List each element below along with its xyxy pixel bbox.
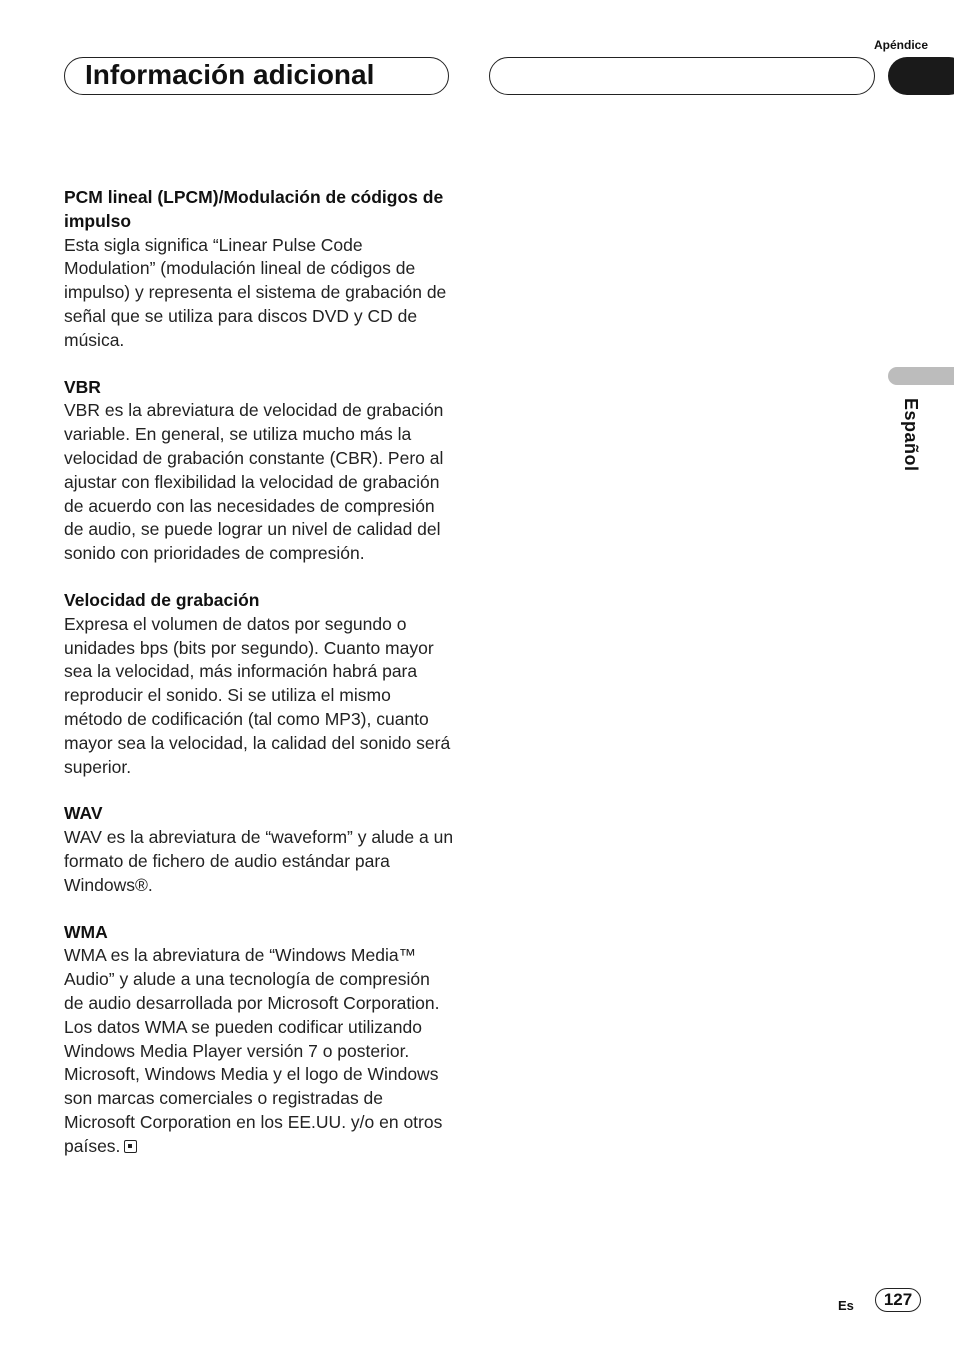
page-number: 127 bbox=[875, 1288, 921, 1312]
entry-title: Velocidad de grabación bbox=[64, 589, 260, 610]
glossary-entry-wma bbox=[64, 921, 454, 1159]
entry-body: WMA es la abreviatura de “Windows Media™ Audio” y alude a una tecnología de compresión de audio desarrollada por Microsoft Corporation. Los datos WMA se pueden codificar utilizando Windows Media Player versión 7 o posterior. bbox=[64, 945, 440, 1061]
entry-body: VBR es la abreviatura de velocidad de grabación variable. En general, se utiliza mucho más la velocidad de grabación constante (CBR). Pero al ajustar con flexibilidad la velocidad de grabación de acuerdo con las necesidades de compresión de audio, se puede lograr un nivel de calidad del sonido con prioridades de compresión. bbox=[64, 400, 444, 564]
glossary-content bbox=[64, 186, 454, 1181]
footer-language-code: Es bbox=[838, 1298, 854, 1313]
glossary-entry-wav bbox=[64, 802, 454, 897]
header-blank-box bbox=[489, 57, 875, 95]
end-of-section-icon bbox=[124, 1140, 137, 1153]
trademark-note bbox=[64, 1063, 454, 1158]
side-language-label: Español bbox=[901, 398, 921, 472]
chapter-tab bbox=[888, 57, 954, 95]
entry-body: Esta sigla significa “Linear Pulse Code Modulation” (modulación lineal de códigos de impulso) y representa el sistema de grabación de señal que se utiliza para discos DVD y CD de música. bbox=[64, 234, 447, 350]
entry-title: VBR bbox=[64, 376, 101, 397]
glossary-entry-vbr bbox=[64, 376, 454, 566]
glossary-entry-bitrate bbox=[64, 589, 454, 779]
entry-title: PCM lineal (LPCM)/Modulación de códigos de impulso bbox=[64, 187, 444, 231]
section-label: Apéndice bbox=[873, 38, 928, 52]
trademark-text: Microsoft, Windows Media y el logo de Windows son marcas comerciales o registradas de Microsoft Corporation en los EE.UU. y/o en otros países. bbox=[64, 1064, 443, 1156]
entry-body: Expresa el volumen de datos por segundo o unidades bps (bits por segundo). Cuanto mayor sea la velocidad, más información habrá para reproducir el sonido. Si se utiliza el mismo método de codificación (tal como MP3), cuanto mayor sea la velocidad, la calidad del sonido será superior. bbox=[64, 613, 451, 777]
title-box bbox=[64, 57, 449, 95]
entry-title: WAV bbox=[64, 803, 103, 824]
language-tab-marker bbox=[888, 367, 954, 385]
entry-title: WMA bbox=[64, 921, 108, 942]
entry-body: WAV es la abreviatura de “waveform” y alude a un formato de fichero de audio estándar para Windows®. bbox=[64, 827, 454, 895]
glossary-entry-lpcm bbox=[64, 186, 454, 353]
page-title: Información adicional bbox=[85, 59, 375, 90]
